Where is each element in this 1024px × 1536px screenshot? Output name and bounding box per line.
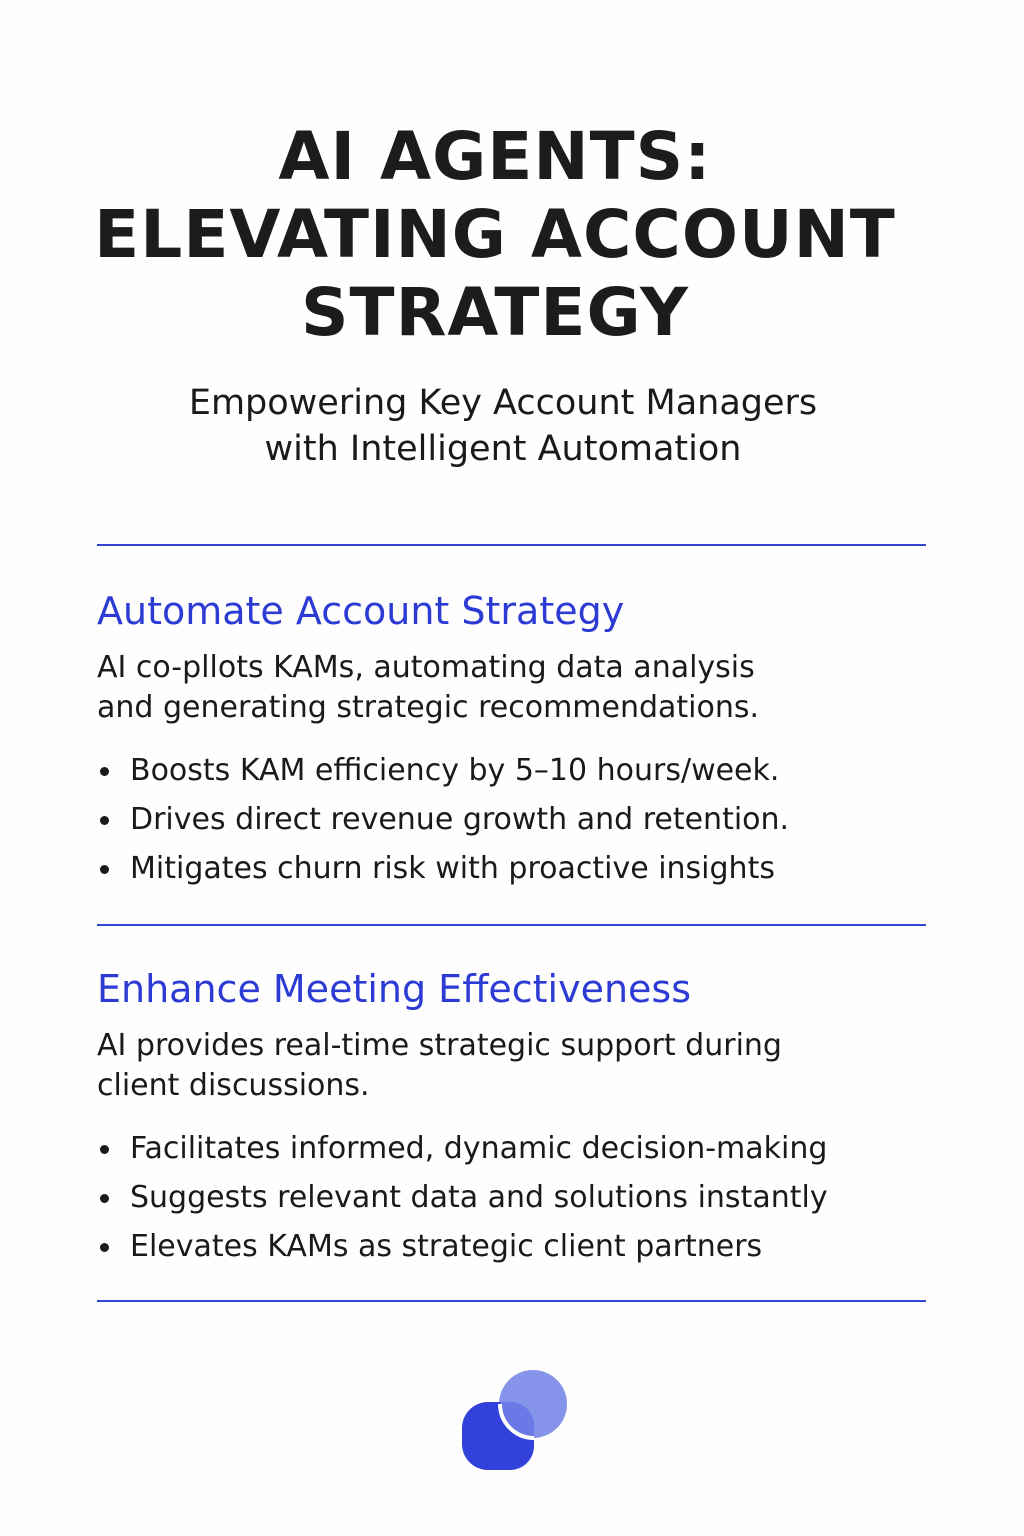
bullet-dot-icon [100,816,109,825]
section-description-line-1: AI provides real-time strategic support during [97,1028,782,1063]
subtitle-line-2: with Intelligent Automation [264,429,742,469]
overlapping-shapes-logo-icon [460,1368,570,1472]
section-description-line-1: AI co-pllots KAMs, automating data analysis [97,650,755,685]
page-title [0,118,990,352]
list-item [97,844,937,893]
bullet-dot-icon [100,1194,109,1203]
section-heading: Automate Account Strategy [97,589,625,633]
bullet-dot-icon [100,1243,109,1252]
list-item [97,795,937,844]
section-heading: Enhance Meeting Effectiveness [97,967,692,1011]
list-item-text: Suggests relevant data and solutions instantly [130,1180,828,1215]
list-item [97,1222,937,1271]
bullet-dot-icon [100,865,109,874]
list-item [97,746,937,795]
divider-bottom [97,1300,926,1302]
list-item-text: Elevates KAMs as strategic client partners [130,1229,763,1264]
section-description [97,1026,937,1106]
bullet-dot-icon [100,767,109,776]
divider-top [97,544,926,546]
title-line-3: STRATEGY [301,274,689,351]
bullet-list [97,746,937,893]
list-item-text: Drives direct revenue growth and retention. [130,802,790,837]
list-item [97,1173,937,1222]
title-line-2: ELEVATING ACCOUNT [94,196,896,273]
divider-middle [97,924,926,926]
section-automate-account-strategy [97,588,937,893]
section-description-line-2: and generating strategic recommendations. [97,690,760,725]
section-description-line-2: client discussions. [97,1068,370,1103]
subtitle-line-1: Empowering Key Account Managers [188,383,818,423]
bullet-dot-icon [100,1145,109,1154]
list-item-text: Boosts KAM efficiency by 5–10 hours/week. [130,753,780,788]
list-item [97,1124,937,1173]
section-description [97,648,937,728]
list-item-text: Mitigates churn risk with proactive insights [130,851,775,886]
section-enhance-meeting-effectiveness [97,966,937,1271]
title-line-1: AI AGENTS: [278,118,712,195]
list-item-text: Facilitates informed, dynamic decision-making [130,1131,828,1166]
page-subtitle [0,380,1006,472]
bullet-list [97,1124,937,1271]
